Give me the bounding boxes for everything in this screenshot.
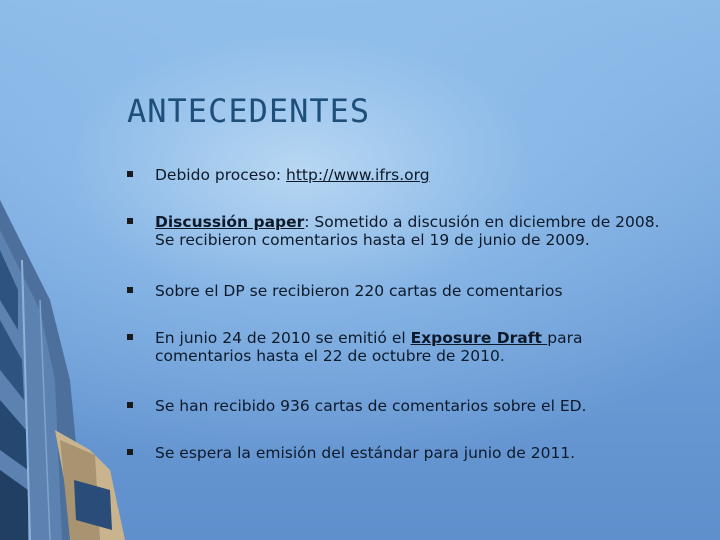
square-bullet-icon (127, 449, 133, 455)
square-bullet-icon (127, 171, 133, 177)
square-bullet-icon (127, 402, 133, 408)
bullet-text: : Sometido a discusión en diciembre de 2008. (304, 213, 660, 231)
square-bullet-icon (127, 334, 133, 340)
bullet-text-suffix: para (547, 329, 583, 347)
bullet-text-continued: comentarios hasta el 22 de octubre de 2010. (155, 347, 505, 365)
ifrs-link[interactable]: http://www.ifrs.org (286, 166, 430, 184)
square-bullet-icon (127, 287, 133, 293)
bullet-text: Sobre el DP se recibieron 220 cartas de comentarios (155, 282, 563, 300)
bullet-text: Se han recibido 936 cartas de comentarios sobre el ED. (155, 397, 587, 415)
slide-title: ANTECEDENTES (127, 92, 371, 130)
bullet-text-continued: Se recibieron comentarios hasta el 19 de junio de 2009. (155, 231, 590, 249)
bullet-text: Debido proceso: (155, 166, 286, 184)
bullet-text: Se espera la emisión del estándar para junio de 2011. (155, 444, 576, 462)
discussion-paper-term: Discussión paper (155, 213, 305, 231)
exposure-draft-term: Exposure Draft (410, 329, 548, 347)
bullet-text: En junio 24 de 2010 se emitió el (155, 329, 411, 347)
square-bullet-icon (127, 218, 133, 224)
